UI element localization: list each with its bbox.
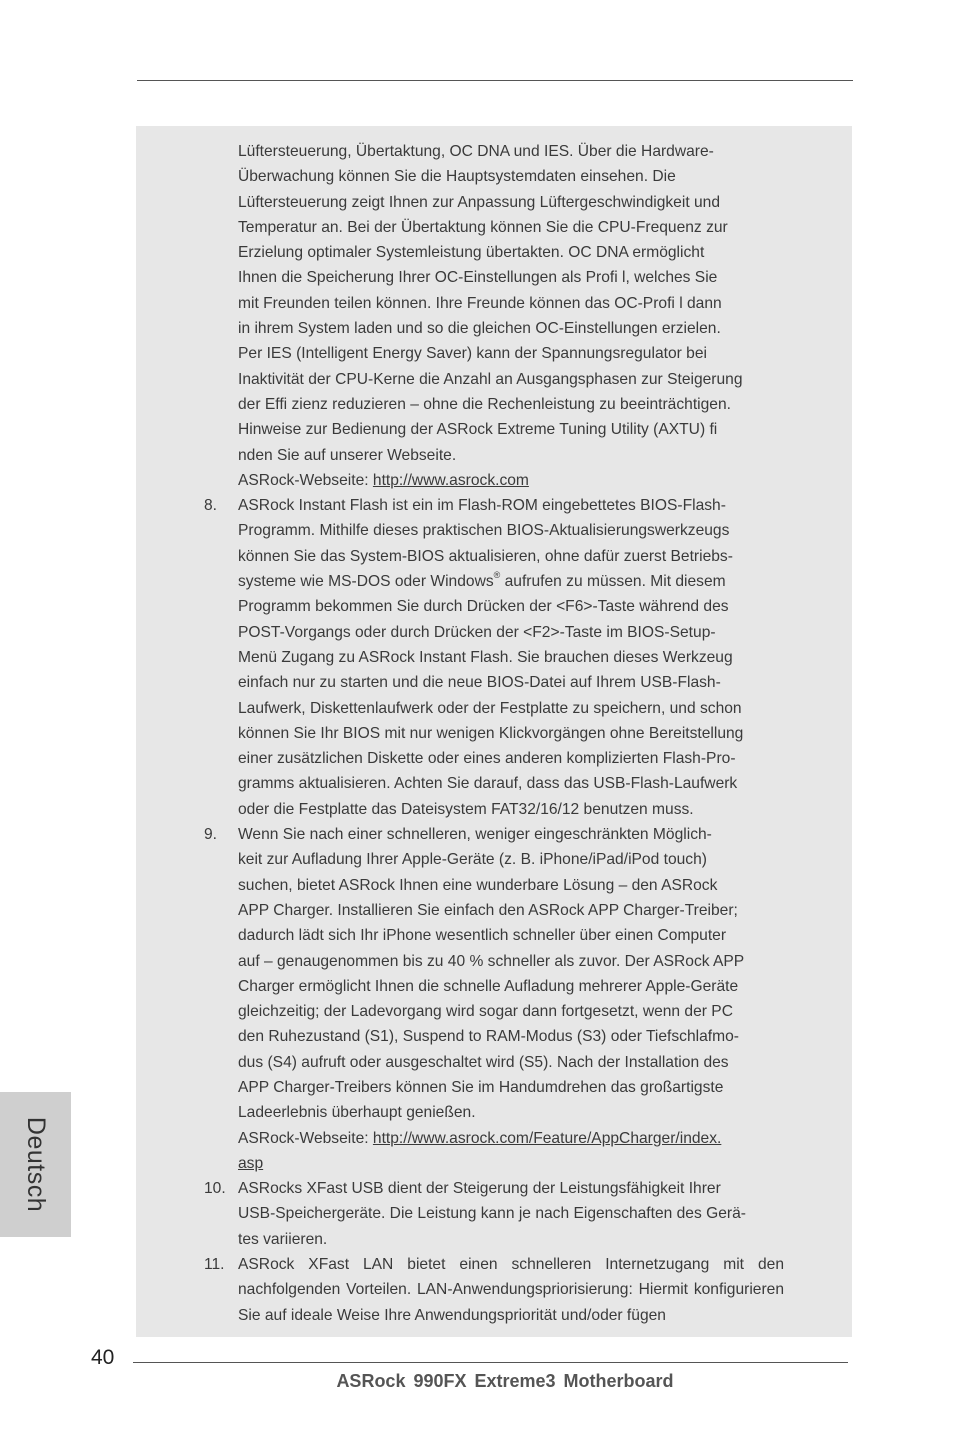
- item-line: einer zusätzlichen Diskette oder eines anderen komplizierten Flash-Pro-: [238, 750, 736, 768]
- text-span: aufrufen zu müssen. Mit diesem: [500, 573, 726, 591]
- intro-line: Lüftersteuerung, Übertaktung, OC DNA und IES. Über die Hardware-: [238, 143, 714, 160]
- text-span: systeme wie MS-DOS oder Windows: [238, 573, 494, 591]
- top-rule: [137, 80, 853, 81]
- item-line: Programm bekommen Sie durch Drücken der <F6>-Taste während des: [238, 598, 729, 616]
- asrock-website-link[interactable]: http://www.asrock.com: [372, 471, 529, 489]
- intro-paragraph: [204, 139, 784, 493]
- item-line: APP Charger. Installieren Sie einfach den ASRock APP Charger-Treiber;: [238, 901, 738, 919]
- item-number: 11.: [204, 1256, 225, 1274]
- list-item-9: [204, 822, 784, 1176]
- registered-mark: ®: [493, 569, 501, 580]
- bottom-rule: [133, 1362, 848, 1363]
- item-line: Laufwerk, Diskettenlaufwerk oder der Festplatte zu speichern, und schon: [238, 699, 742, 717]
- item-line: auf – genaugenommen bis zu 40 % schneller als zuvor. Der ASRock APP: [238, 952, 745, 970]
- intro-website: [238, 468, 784, 493]
- item-line: Menü Zugang zu ASRock Instant Flash. Sie brauchen dieses Werkzeug: [238, 648, 733, 666]
- item-line: dus (S4) aufruft oder ausgeschaltet wird (S5). Nach der Installation des: [238, 1053, 729, 1071]
- intro-line: in ihrem System laden und so die gleichen OC-Einstellungen erzielen.: [238, 320, 721, 338]
- item-line: tes variieren.: [238, 1230, 328, 1248]
- item-line: APP Charger-Treibers können Sie im Handumdrehen das großartigste: [238, 1078, 724, 1096]
- intro-line: Erzielung optimaler Systemleistung übertakten. OC DNA ermöglicht: [238, 244, 705, 262]
- intro-line: der Effi zienz reduzieren – ohne die Rechenleistung zu beeinträchtigen.: [238, 395, 731, 413]
- item-line: den Ruhezustand (S1), Suspend to RAM-Modus (S3) oder Tiefschlafmo-: [238, 1028, 739, 1046]
- item-line: oder die Festplatte das Dateisystem FAT32/16/12 benutzen muss.: [238, 800, 694, 818]
- item-line: gleichzeitig; der Ladevorgang wird sogar dann fortgesetzt, wenn der PC: [238, 1003, 733, 1021]
- item-line: Charger ermöglicht Ihnen die schnelle Aufladung mehrerer Apple-Geräte: [238, 977, 739, 995]
- item-number: 8.: [204, 497, 218, 515]
- intro-line: Inaktivität der CPU-Kerne die Anzahl an Ausgangsphasen zur Steigerung: [238, 370, 743, 388]
- appcharger-link[interactable]: http://www.asrock.com/Feature/AppCharger/index.: [372, 1129, 722, 1147]
- page-number: 40: [91, 1346, 115, 1369]
- item-line: können Sie das System-BIOS aktualisieren, ohne dafür zuerst Betriebs-: [238, 547, 733, 565]
- item-line: Wenn Sie nach einer schnelleren, weniger eingeschränkten Möglich-: [238, 826, 712, 844]
- item-line: ASRocks XFast USB dient der Steigerung der Leistungsfähigkeit Ihrer: [238, 1180, 721, 1198]
- manual-text: [204, 139, 784, 1328]
- intro-line: Ihnen die Speicherung Ihrer OC-Einstellungen als Profi l, welches Sie: [238, 269, 718, 287]
- item-number: 9.: [204, 826, 218, 844]
- intro-line: Per IES (Intelligent Energy Saver) kann der Spannungsregulator bei: [238, 345, 707, 363]
- website-label: ASRock-Webseite:: [238, 471, 373, 489]
- side-tab-label: Deutsch: [22, 1116, 50, 1213]
- intro-line: mit Freunden teilen können. Ihre Freunde können das OC-Profi l dann: [238, 294, 722, 312]
- item-line: Ladeerlebnis überhaupt genießen.: [238, 1104, 476, 1122]
- website-label: ASRock-Webseite:: [238, 1129, 373, 1147]
- intro-line: Lüftersteuerung zeigt Ihnen zur Anpassung Lüftergeschwindigkeit und: [238, 193, 720, 211]
- list-item-10: [204, 1176, 784, 1252]
- item-line: keit zur Aufladung Ihrer Apple-Geräte (z. B. iPhone/iPad/iPod touch): [238, 851, 707, 869]
- footer-title: ASRock 990FX Extreme3 Motherboard: [336, 1371, 674, 1391]
- intro-line: Temperatur an. Bei der Übertaktung können Sie die CPU-Frequenz zur: [238, 218, 728, 236]
- item-paragraph: ASRock XFast LAN bietet einen schnelleren Internetzugang mit den nachfolgenden Vorteilen. LAN-Anwendungspriorisierung: Hiermit konfigurieren Sie auf ideale Weise Ihre Anwendungspriorität und/oder fügen: [238, 1256, 784, 1324]
- item-number: 10.: [204, 1180, 226, 1198]
- list-item-11: [204, 1252, 784, 1328]
- item-line: suchen, bietet ASRock Ihnen eine wunderbare Lösung – den ASRock: [238, 876, 718, 894]
- item-line: dadurch lädt sich Ihr iPhone wesentlich schneller über einen Computer: [238, 927, 727, 945]
- language-side-tab: [0, 1092, 71, 1237]
- intro-line: Überwachung können Sie die Hauptsystemdaten einsehen. Die: [238, 168, 676, 186]
- item-website: [238, 1126, 784, 1151]
- item-line: einfach nur zu starten und die neue BIOS-Datei auf Ihrem USB-Flash-: [238, 674, 721, 692]
- item-line: gramms aktualisieren. Achten Sie darauf, dass das USB-Flash-Laufwerk: [238, 775, 738, 793]
- item-line: können Sie Ihr BIOS mit nur wenigen Klickvorgängen ohne Bereitstellung: [238, 724, 744, 742]
- intro-line: nden Sie auf unserer Webseite.: [238, 446, 457, 464]
- item-line: [238, 569, 784, 594]
- item-line: USB-Speichergeräte. Die Leistung kann je nach Eigenschaften des Gerä-: [238, 1205, 746, 1223]
- appcharger-link-cont[interactable]: asp: [238, 1154, 264, 1172]
- intro-line: Hinweise zur Bedienung der ASRock Extreme Tuning Utility (AXTU) fi: [238, 421, 718, 439]
- list-item-8: [204, 493, 784, 822]
- item-line: Programm. Mithilfe dieses praktischen BIOS-Aktualisierungswerkzeugs: [238, 522, 730, 540]
- item-line: POST-Vorgangs oder durch Drücken der <F2>-Taste im BIOS-Setup-: [238, 623, 716, 641]
- item-website-cont: [238, 1151, 784, 1176]
- item-line: ASRock Instant Flash ist ein im Flash-ROM eingebettetes BIOS-Flash-: [238, 497, 726, 515]
